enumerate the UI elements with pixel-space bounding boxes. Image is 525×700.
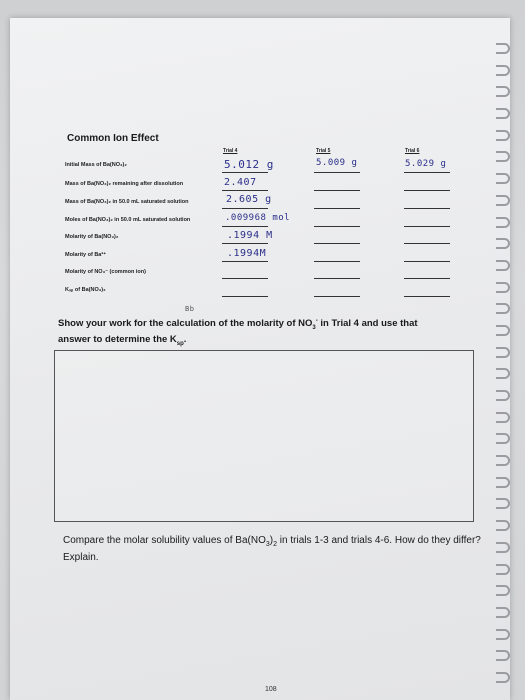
hw-t4-mass-remaining: 2.407 [224,177,257,188]
row-label-ksp: Kₛₚ of Ba(NO₃)₂ [65,287,106,293]
question-compare-solubility [63,534,483,564]
blank-line [314,243,360,244]
question-text: in Trial 4 and use that [317,318,418,330]
row-label-initial-mass: Initial Mass of Ba(NO₃)₂ [65,162,127,168]
binding-ring [496,86,510,97]
hw-t4-initial-mass: 5.012 g [224,158,274,171]
binding-ring [496,498,510,509]
binding-ring [496,282,510,293]
worksheet-page [10,18,510,700]
trial-6-header: Trial 6 [405,148,420,154]
binding-ring [496,151,510,162]
binding-ring [496,607,510,618]
blank-line [314,172,360,173]
hw-t6-initial-mass: 5.029 g [405,159,447,169]
blank-line [404,261,450,262]
blank-line [222,190,268,191]
hw-t5-initial-mass: 5.009 g [316,158,358,168]
blank-line [222,172,268,173]
question-text: 3 [265,541,270,548]
blank-line [404,278,450,279]
binding-ring [496,650,510,661]
binding-ring [496,325,510,336]
binding-ring [496,585,510,596]
question-text: Compare the molar solubility values of Ba(NO [63,535,266,546]
row-label-mass-in-solution: Mass of Ba(NO₃)₂ in 50.0 mL saturated solution [65,199,189,205]
row-label-molarity-no3: Molarity of NO₃⁻ (common ion) [65,269,146,275]
question-text: . [183,334,187,346]
binding-ring [496,564,510,575]
blank-line [222,296,268,297]
question-text: Show your work for the calculation of the molarity of NO [58,318,313,330]
binding-ring [496,260,510,271]
blank-line [404,208,450,209]
row-label-moles: Moles of Ba(NO₃)₂ in 50.0 mL saturated solution [65,217,191,223]
binding-ring [496,455,510,466]
page-number: 108 [265,686,277,693]
answer-box[interactable] [54,350,474,522]
question-text: sp [176,340,184,347]
binding-ring [496,629,510,640]
blank-line [314,190,360,191]
binding-ring [496,108,510,119]
binding-ring [496,390,510,401]
row-label-molarity-ba-no3: Molarity of Ba(NO₃)₂ [65,234,119,240]
blank-line [404,190,450,191]
blank-line [222,208,268,209]
binding-ring [496,433,510,444]
blank-line [314,296,360,297]
binding-ring [496,520,510,531]
binding-ring [496,65,510,76]
margin-annotation: Bb [185,305,195,313]
blank-line [404,172,450,173]
blank-line [222,278,268,279]
blank-line [222,243,268,244]
binding-ring [496,195,510,206]
question-text: 2 [273,541,278,548]
hw-t4-molarity-ba-no3: .1994 M [227,230,273,241]
binding-ring [496,43,510,54]
blank-line [222,226,268,227]
blank-line [404,226,450,227]
trial-4-header: Trial 4 [223,148,238,154]
binding-ring [496,672,510,683]
hw-t4-mass-in-solution: 2.605 g [226,194,272,205]
binding-ring [496,303,510,314]
binding-ring [496,347,510,358]
blank-line [314,261,360,262]
question-text: 3 [312,325,316,332]
question-text: - [315,318,318,324]
question-text: ) [269,535,274,546]
spiral-binding [496,43,510,683]
blank-line [314,278,360,279]
blank-line [404,296,450,297]
binding-ring [496,477,510,488]
trial-5-header: Trial 5 [316,148,331,154]
binding-ring [496,217,510,228]
blank-line [404,243,450,244]
row-label-molarity-ba: Molarity of Ba²⁺ [65,252,107,258]
hw-t4-molarity-ba: .1994M [227,248,267,259]
row-label-mass-remaining: Mass of Ba(NO₃)₂ remaining after dissolution [65,181,184,187]
hw-t4-moles: .009968 mol [225,213,291,223]
blank-line [314,226,360,227]
section-title: Common Ion Effect [67,133,159,144]
blank-line [222,261,268,262]
question-text: in trials 1-3 and trials 4-6. How do they differ? Explain. [63,535,481,563]
question-text: answer to determine the K [58,334,177,346]
binding-ring [496,368,510,379]
binding-ring [496,173,510,184]
binding-ring [496,130,510,141]
blank-line [314,208,360,209]
binding-ring [496,238,510,249]
question-molarity-ksp [58,315,488,350]
binding-ring [496,542,510,553]
binding-ring [496,412,510,423]
